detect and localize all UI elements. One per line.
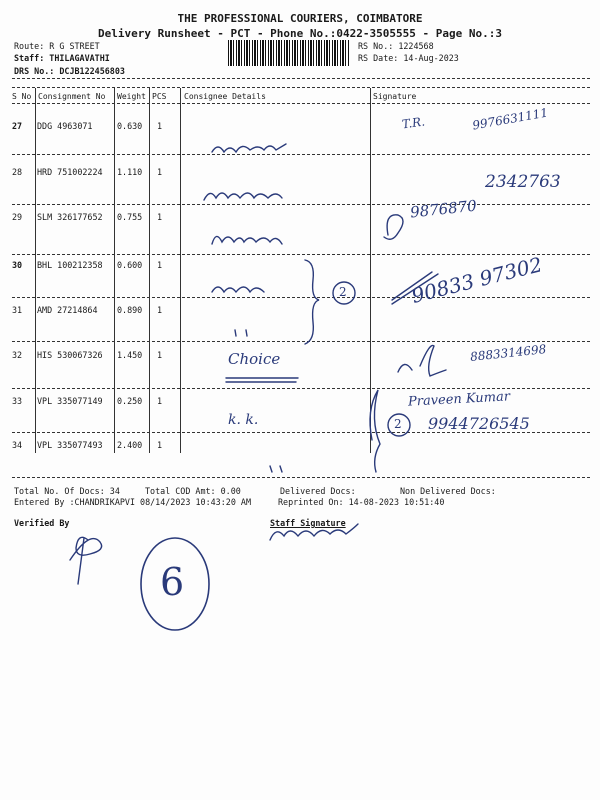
total-docs: Total No. Of Docs: 34 xyxy=(14,486,120,496)
consignee33-name: k. k. xyxy=(228,412,259,428)
row-consignment: SLM 326177652 xyxy=(37,212,103,222)
row-pcs: 1 xyxy=(157,121,163,131)
row-pcs: 1 xyxy=(157,305,163,315)
rs-number: RS No.: 1224568 xyxy=(358,41,434,51)
sig27-name: T.R. xyxy=(401,114,426,132)
col-consignee: Consignee Details xyxy=(184,92,266,101)
row-sno: 31 xyxy=(12,305,23,315)
col-sno: S No xyxy=(12,92,32,101)
row-weight: 0.755 xyxy=(117,212,143,222)
row-weight: 0.250 xyxy=(117,396,143,406)
non-delivered-docs: Non Delivered Docs: xyxy=(400,486,496,496)
row-sno: 28 xyxy=(12,167,23,177)
circled-number: 2 xyxy=(394,417,402,431)
row-consignment: HIS 530067326 xyxy=(37,350,103,360)
row-weight: 1.450 xyxy=(117,350,143,360)
sig33-phone: 9944726545 xyxy=(428,414,530,433)
col-pcs: PCS xyxy=(152,92,167,101)
col-weight: Weight xyxy=(117,92,146,101)
route-label: Route: R G STREET xyxy=(14,41,100,51)
sig30-phone: 90833 97302 xyxy=(409,252,545,308)
row-consignment: BHL 100212358 xyxy=(37,260,103,270)
staff-signature: Staff Signature xyxy=(270,518,346,528)
row-sno: 32 xyxy=(12,350,23,360)
row-consignment: DDG 4963071 xyxy=(37,121,93,131)
col-signature: Signature xyxy=(373,92,417,101)
row-pcs: 1 xyxy=(157,350,163,360)
total-cod: Total COD Amt: 0.00 xyxy=(145,486,241,496)
row-consignment: VPL 335077493 xyxy=(37,440,103,450)
row-pcs: 1 xyxy=(157,396,163,406)
row-pcs: 1 xyxy=(157,167,163,177)
col-consignment: Consignment No xyxy=(38,92,106,101)
row-sno: 27 xyxy=(12,121,23,131)
rs-date: RS Date: 14-Aug-2023 xyxy=(358,53,459,63)
sig33-name: Praveen Kumar xyxy=(407,389,511,410)
sig28-phone: 2342763 xyxy=(485,172,561,192)
row-consignment: HRD 751002224 xyxy=(37,167,103,177)
row-weight: 2.400 xyxy=(117,440,143,450)
row-pcs: 1 xyxy=(157,440,163,450)
circled-big-number: 6 xyxy=(160,560,185,604)
r32-consignee-note: Choice xyxy=(228,350,281,368)
circled-number: 2 xyxy=(339,285,347,299)
row-weight: 0.630 xyxy=(117,121,143,131)
company-title: THE PROFESSIONAL COURIERS, COIMBATORE xyxy=(177,12,423,25)
sig32-phone: 8883314698 xyxy=(469,342,547,364)
row-consignment: AMD 27214864 xyxy=(37,305,98,315)
reprinted-on: Reprinted On: 14-08-2023 10:51:40 xyxy=(278,497,445,507)
row-pcs: 1 xyxy=(157,212,163,222)
row-consignment: VPL 335077149 xyxy=(37,396,103,406)
delivered-docs: Delivered Docs: xyxy=(280,486,356,496)
row-weight: 0.600 xyxy=(117,260,143,270)
runsheet-subtitle: Delivery Runsheet - PCT - Phone No.:0422-3505555 - Page No.:3 xyxy=(98,27,502,40)
row-sno: 33 xyxy=(12,396,23,406)
row-weight: 0.890 xyxy=(117,305,143,315)
sig29-phone: 9876870 xyxy=(409,196,478,222)
row-sno: 34 xyxy=(12,440,23,450)
staff-label: Staff: THILAGAVATHI xyxy=(14,53,110,63)
drs-number: DRS No.: DCJB122456803 xyxy=(14,66,125,76)
entered-by: Entered By :CHANDRIKAPVI 08/14/2023 10:43:20 AM xyxy=(14,497,251,507)
sig27-phone: 9976631111 xyxy=(471,105,549,133)
row-weight: 1.110 xyxy=(117,167,143,177)
verified-by: Verified By xyxy=(14,518,70,528)
row-sno: 29 xyxy=(12,212,23,222)
row-sno: 30 xyxy=(12,260,23,270)
row-pcs: 1 xyxy=(157,260,163,270)
